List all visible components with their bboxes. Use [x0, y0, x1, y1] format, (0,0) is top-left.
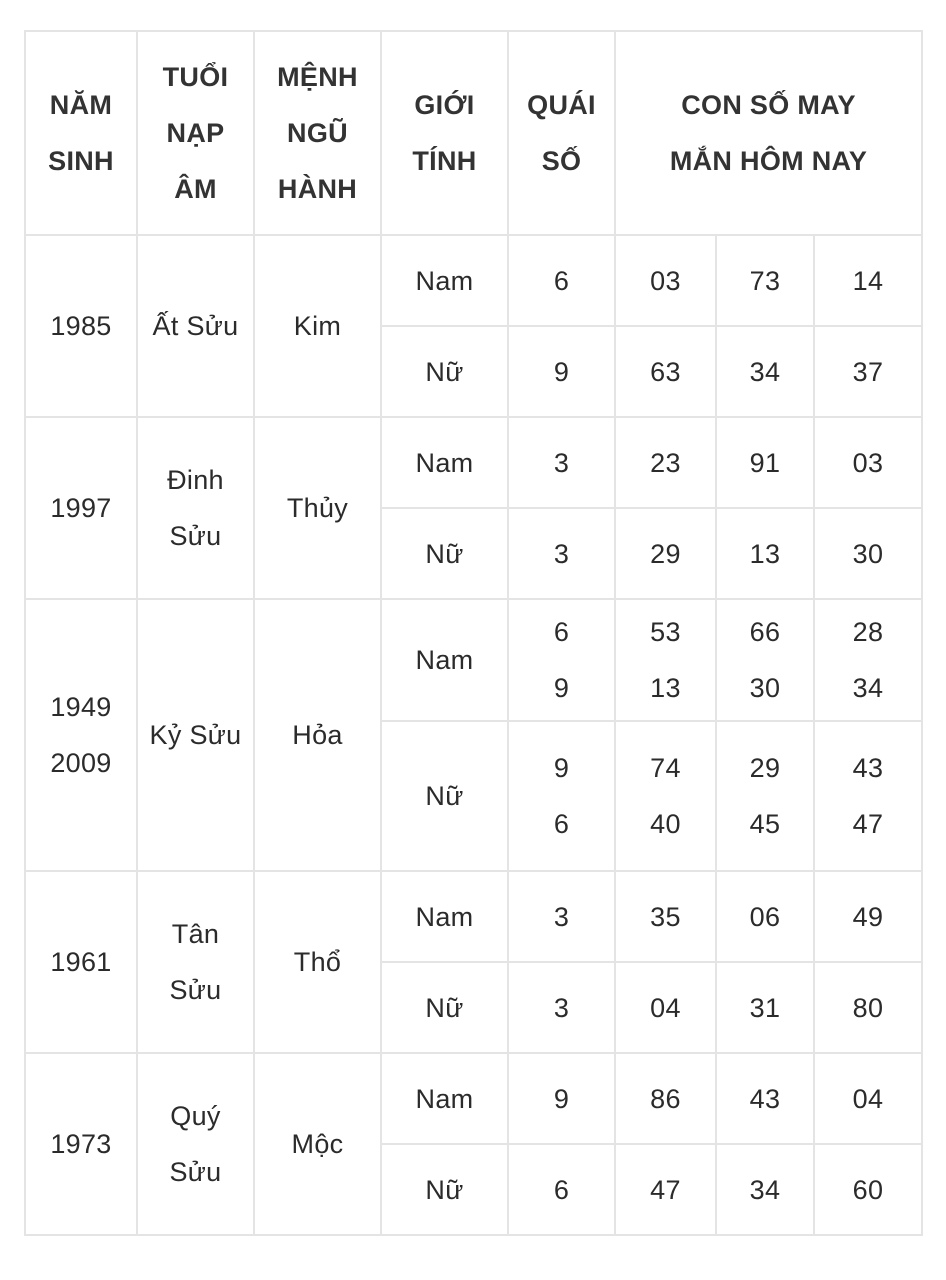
menh-cell: Kim [254, 235, 381, 417]
birth-year-cell: 1961 [25, 871, 137, 1053]
lucky-number-cell: 47 [615, 1144, 716, 1235]
gender-cell: Nữ [381, 508, 508, 599]
birth-year-cell: 1973 [25, 1053, 137, 1235]
table-row [25, 599, 922, 721]
gender-cell: Nam [381, 235, 508, 326]
quai-so-cell: 9 [508, 326, 615, 417]
gender-cell: Nam [381, 417, 508, 508]
quai-so-cell: 3 [508, 962, 615, 1053]
table-row [25, 871, 922, 962]
lucky-number-cell: 14 [814, 235, 922, 326]
header-nam-sinh: NĂM SINH [25, 31, 137, 235]
birth-year-cell: 1985 [25, 235, 137, 417]
header-row [25, 31, 922, 235]
quai-so-cell: 6 [508, 1144, 615, 1235]
quai-so-cell: 3 [508, 871, 615, 962]
header-menh-ngu-hanh: MỆNH NGŨ HÀNH [254, 31, 381, 235]
quai-so-cell: 9 [508, 1053, 615, 1144]
gender-cell: Nam [381, 1053, 508, 1144]
quai-so-cell: 3 [508, 508, 615, 599]
menh-cell: Mộc [254, 1053, 381, 1235]
lucky-number-cell: 13 [716, 508, 814, 599]
nap-am-cell: Ất Sửu [137, 235, 254, 417]
menh-cell: Hỏa [254, 599, 381, 871]
gender-cell: Nữ [381, 721, 508, 871]
lucky-number-cell: 29 45 [716, 721, 814, 871]
gender-cell: Nữ [381, 1144, 508, 1235]
lucky-number-cell: 03 [615, 235, 716, 326]
lucky-number-cell: 37 [814, 326, 922, 417]
lucky-number-cell: 31 [716, 962, 814, 1053]
lucky-number-cell: 06 [716, 871, 814, 962]
quai-so-cell: 9 6 [508, 721, 615, 871]
lucky-number-cell: 91 [716, 417, 814, 508]
quai-so-cell: 6 9 [508, 599, 615, 721]
table-body [25, 235, 922, 1235]
lucky-number-cell: 63 [615, 326, 716, 417]
table-row [25, 417, 922, 508]
lucky-number-cell: 86 [615, 1053, 716, 1144]
lucky-number-cell: 34 [716, 326, 814, 417]
gender-cell: Nữ [381, 962, 508, 1053]
lucky-number-cell: 80 [814, 962, 922, 1053]
header-quai-so: QUÁI SỐ [508, 31, 615, 235]
lucky-number-cell: 35 [615, 871, 716, 962]
birth-year-cell: 1949 2009 [25, 599, 137, 871]
gender-cell: Nam [381, 599, 508, 721]
table-row [25, 1053, 922, 1144]
lucky-number-cell: 60 [814, 1144, 922, 1235]
lucky-number-cell: 74 40 [615, 721, 716, 871]
table-row [25, 235, 922, 326]
lucky-number-cell: 28 34 [814, 599, 922, 721]
lucky-number-cell: 04 [615, 962, 716, 1053]
lucky-number-cell: 23 [615, 417, 716, 508]
gender-cell: Nữ [381, 326, 508, 417]
nap-am-cell: Đinh Sửu [137, 417, 254, 599]
gender-cell: Nam [381, 871, 508, 962]
birth-year-cell: 1997 [25, 417, 137, 599]
lucky-number-cell: 29 [615, 508, 716, 599]
header-con-so-may-man: CON SỐ MAY MẮN HÔM NAY [615, 31, 922, 235]
nap-am-cell: Kỷ Sửu [137, 599, 254, 871]
lucky-number-cell: 34 [716, 1144, 814, 1235]
lucky-number-cell: 43 [716, 1053, 814, 1144]
lucky-number-cell: 04 [814, 1053, 922, 1144]
lucky-number-cell: 03 [814, 417, 922, 508]
menh-cell: Thổ [254, 871, 381, 1053]
lucky-number-cell: 73 [716, 235, 814, 326]
header-gioi-tinh: GIỚI TÍNH [381, 31, 508, 235]
lucky-number-cell: 43 47 [814, 721, 922, 871]
lucky-number-cell: 53 13 [615, 599, 716, 721]
lucky-number-cell: 66 30 [716, 599, 814, 721]
quai-so-cell: 6 [508, 235, 615, 326]
menh-cell: Thủy [254, 417, 381, 599]
quai-so-cell: 3 [508, 417, 615, 508]
lucky-number-cell: 49 [814, 871, 922, 962]
nap-am-cell: Quý Sửu [137, 1053, 254, 1235]
lucky-number-cell: 30 [814, 508, 922, 599]
header-tuoi-nap-am: TUỔI NẠP ÂM [137, 31, 254, 235]
lucky-numbers-table [24, 30, 923, 1236]
nap-am-cell: Tân Sửu [137, 871, 254, 1053]
